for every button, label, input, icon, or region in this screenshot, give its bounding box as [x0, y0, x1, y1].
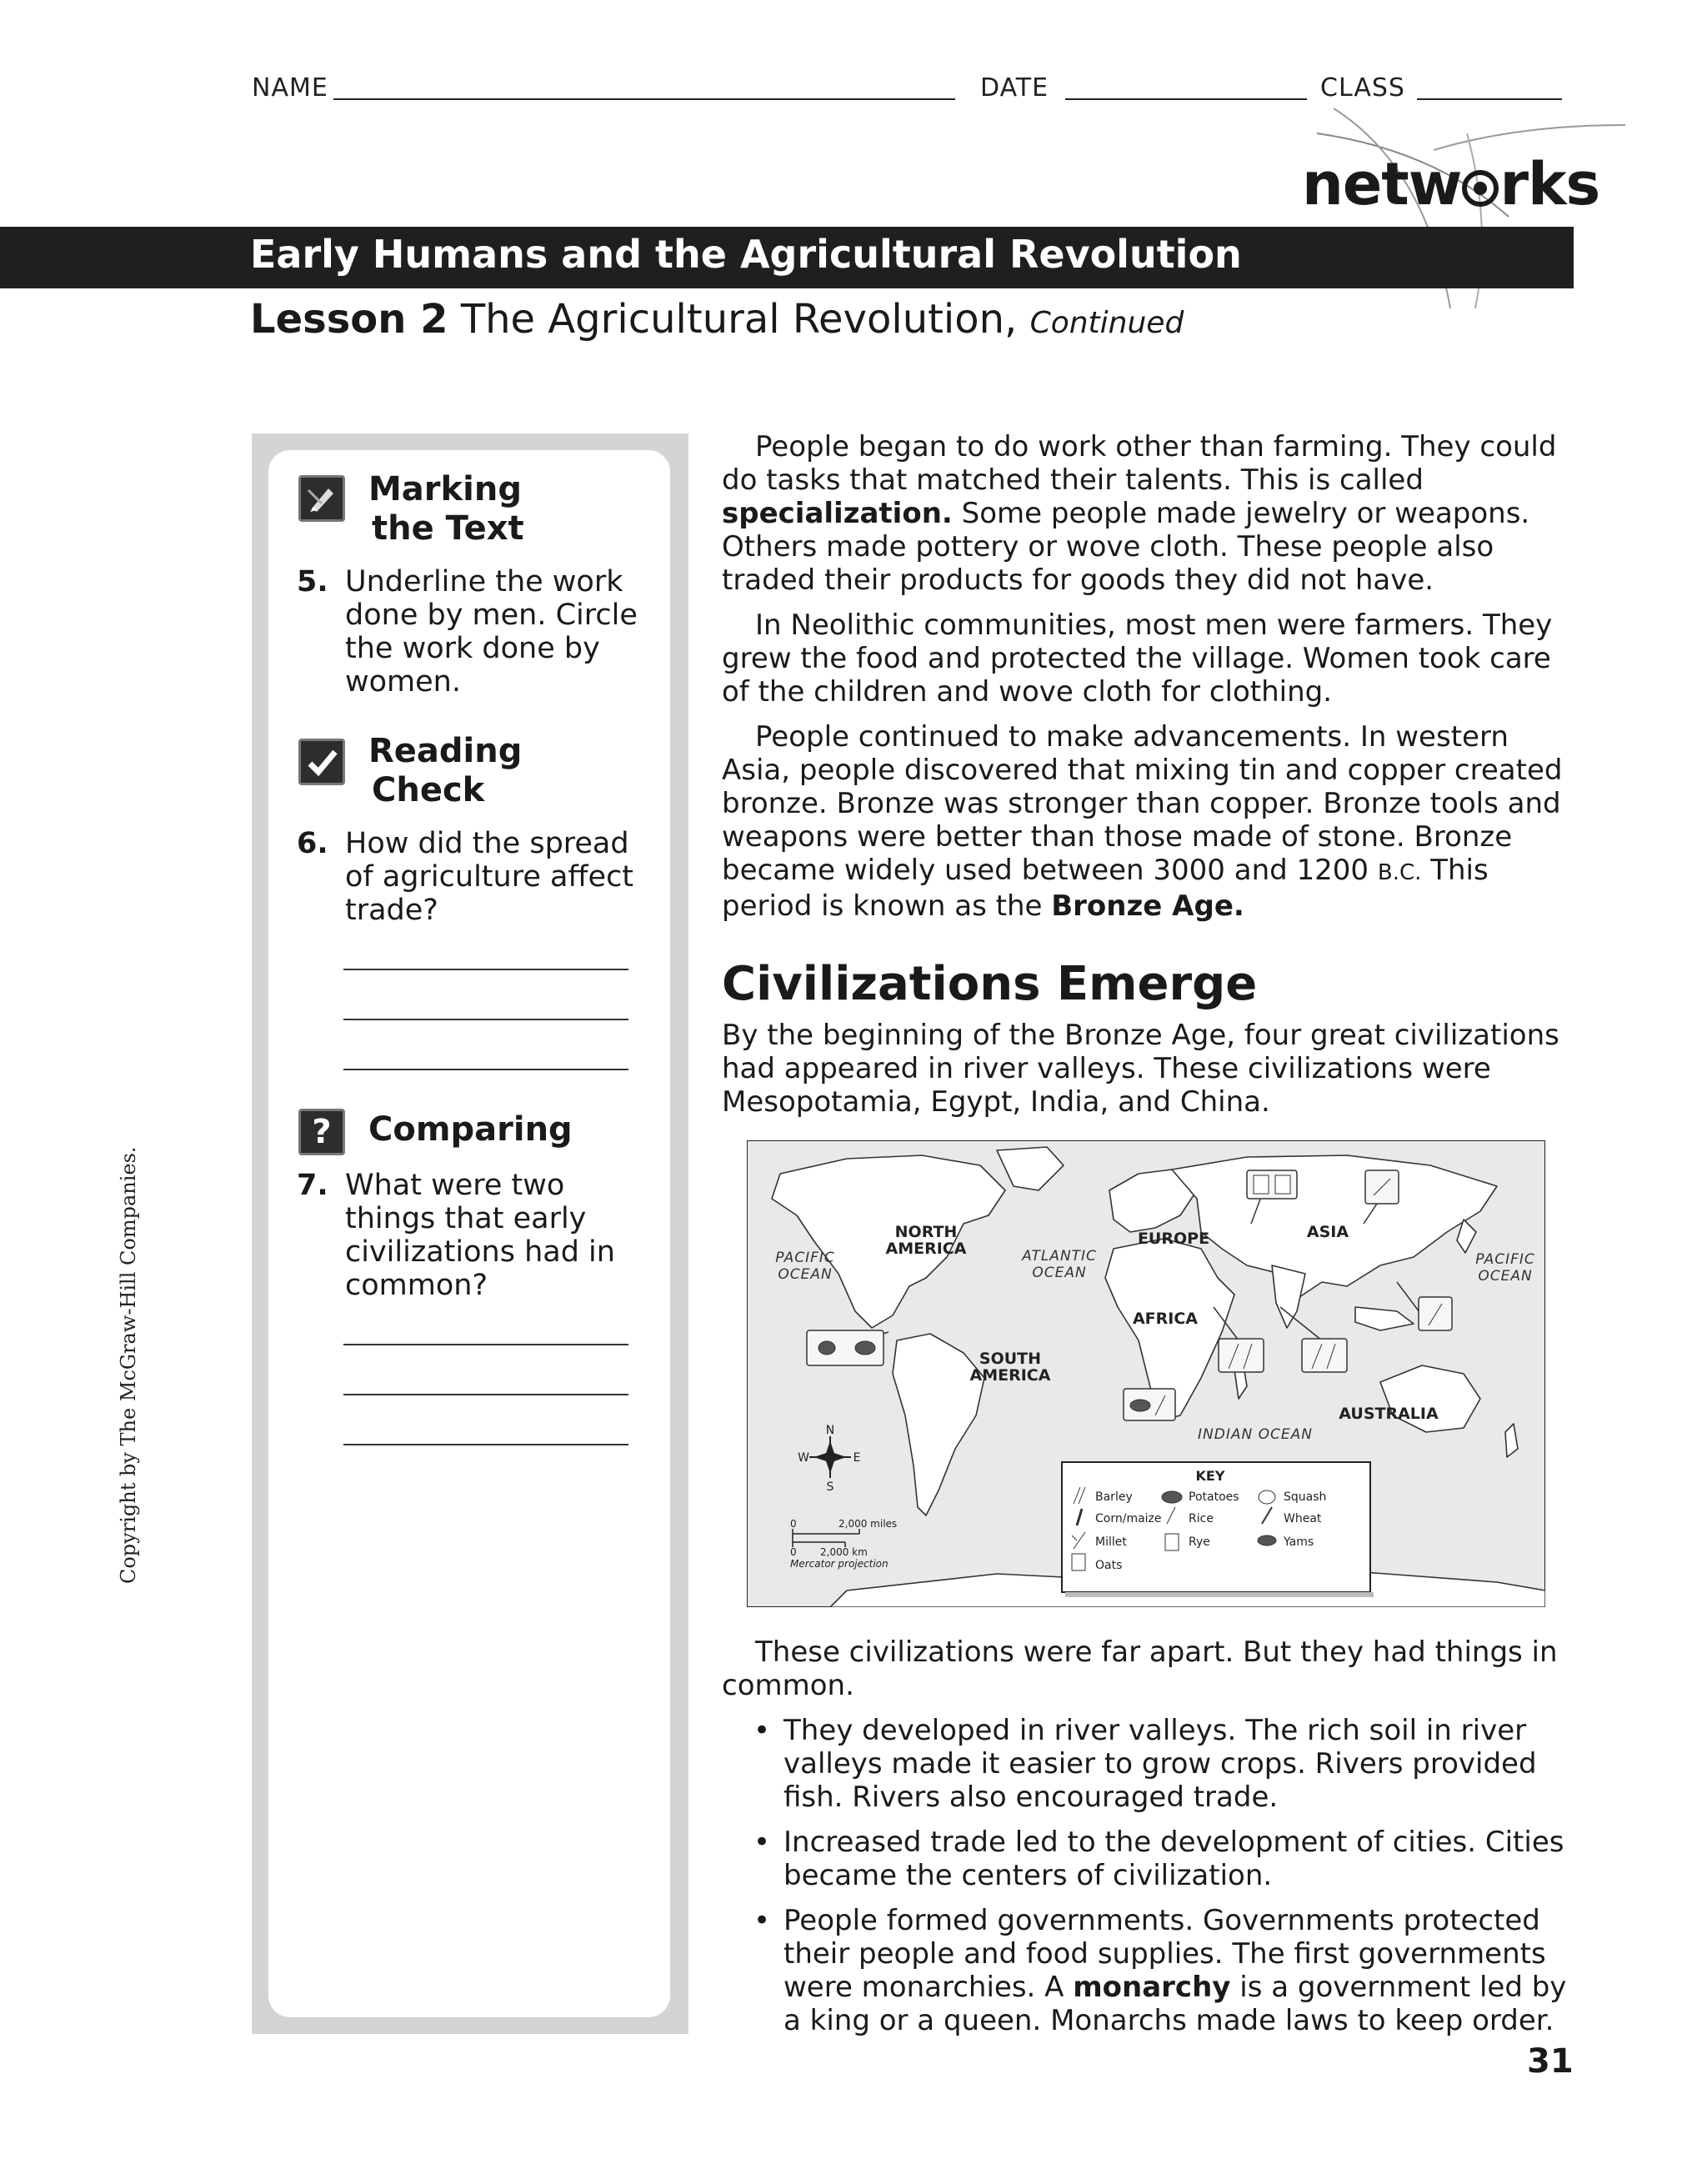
compass-w: W: [798, 1451, 809, 1465]
key-squash-icon: [1259, 1490, 1275, 1504]
key-rice: Rice: [1189, 1512, 1214, 1525]
comparing-heading: Comparing: [368, 1110, 573, 1149]
key-barley: Barley: [1095, 1490, 1133, 1504]
label-south-america-2: AMERICA: [969, 1366, 1051, 1385]
callout-china-rice: [1419, 1297, 1452, 1330]
compass-n: N: [825, 1424, 835, 1437]
lesson-heading: [250, 296, 1184, 343]
paragraph-bronze: [722, 720, 1572, 923]
key-oats: Oats: [1095, 1559, 1123, 1572]
reading-check-heading: [368, 732, 522, 810]
compass-s: S: [826, 1480, 834, 1494]
lesson-number: Lesson 2: [250, 296, 448, 343]
label-asia: ASIA: [1306, 1223, 1349, 1241]
map-key: [1062, 1462, 1374, 1597]
paragraph-neolithic: [722, 609, 1572, 709]
answer-line-7-3[interactable]: [343, 1444, 628, 1445]
label-indian-ocean: INDIAN OCEAN: [1198, 1426, 1313, 1443]
answer-line-7-2[interactable]: [343, 1394, 628, 1395]
paragraph-common: [722, 1635, 1572, 1702]
date-field[interactable]: [1065, 98, 1307, 100]
question-5: [297, 565, 647, 699]
key-yams: Yams: [1284, 1535, 1314, 1549]
question-6: [297, 827, 647, 927]
p3-text-a: People continued to make advancements. In western Asia, people discovered that mixing tin and copper created bronze. Bronze was stronger than copper. Bronze tools and weapons were better than those made of stone. Bronze became widely used between 3000 and 1200: [722, 720, 1563, 887]
key-oats-icon: [1072, 1554, 1085, 1570]
logo-text-pre: netw: [1302, 150, 1462, 218]
key-rye-icon: [1165, 1534, 1179, 1550]
p3-text-b: This period is known as the: [722, 854, 1489, 923]
label-south-america-1: SOUTH: [979, 1350, 1042, 1368]
key-millet: Millet: [1095, 1535, 1127, 1549]
bc-abbrev: B.C.: [1377, 860, 1422, 885]
page-number: 31: [1527, 2042, 1574, 2081]
question-6-text: How did the spread of agriculture affect trade?: [345, 827, 634, 927]
name-field[interactable]: [333, 98, 955, 100]
lesson-title: The Agricultural Revolution,: [460, 296, 1018, 343]
chapter-title: Early Humans and the Agricultural Revolution: [250, 232, 1242, 277]
question-5-text: Underline the work done by men. Circle the work done by women.: [345, 565, 638, 699]
compass-e: E: [853, 1451, 861, 1465]
scale-zero-km: 0: [790, 1546, 797, 1558]
world-map: [747, 1140, 1545, 1607]
answer-line-6-2[interactable]: [343, 1019, 628, 1020]
p1-text-a: People began to do work other than farming. They could do tasks that matched their talents. This is called: [722, 430, 1557, 497]
question-mark-icon: ?: [298, 1109, 345, 1155]
question-5-number: 5.: [297, 565, 328, 599]
reading-heading-line1: Reading: [368, 732, 523, 770]
copyright-notice: Copyright by The McGraw-Hill Companies.: [117, 1146, 140, 1584]
callout-india-crops: [1302, 1339, 1347, 1372]
bullet3-text-a: People formed governments. Governments protected their people and food supplies. The first governments were monarchies. A: [783, 1904, 1546, 2004]
scale-miles: 2,000 miles: [838, 1518, 898, 1530]
lesson-continued: Continued: [1029, 306, 1184, 340]
scale-km: 2,000 km: [820, 1546, 868, 1558]
question-6-number: 6.: [297, 827, 328, 860]
oats-icon: [1254, 1175, 1269, 1194]
label-north-america-1: NORTH: [894, 1223, 958, 1241]
logo-text-post: rks: [1499, 150, 1600, 218]
reading-heading-line2: Check: [372, 771, 485, 809]
term-specialization: specialization.: [722, 497, 953, 530]
key-rye: Rye: [1189, 1535, 1210, 1549]
marking-heading-line1: Marking: [368, 470, 522, 508]
key-title: KEY: [1195, 1468, 1225, 1484]
label-pacific-west-2: OCEAN: [778, 1266, 833, 1283]
potato-icon: [855, 1341, 875, 1355]
label-pacific-west-1: PACIFIC: [775, 1250, 835, 1266]
paragraph-civilizations: By the beginning of the Bronze Age, four great civilizations had appeared in river valleys. These civilizations were Mesopotamia, Egypt, India, and China.: [722, 1019, 1559, 1119]
bullet-governments: • People formed governments. Governments protected their people and food supplies. The first governments were monarchies. A monarchy is a government led by a king or a queen. Monarchs made laws to keep order.: [753, 1904, 1567, 2037]
label-africa: AFRICA: [1132, 1310, 1199, 1328]
p1-text-b: Some people made jewelry or weapons. Others made pottery or wove cloth. These people also traded their products for goods they did not have.: [722, 497, 1530, 597]
scale-projection: Mercator projection: [790, 1558, 889, 1570]
key-squash: Squash: [1284, 1490, 1327, 1504]
bullet1-text: They developed in river valleys. The rich soil in river valleys made it easier to grow crops. Rivers provided fish. Rivers also encouraged trade.: [783, 1714, 1537, 1814]
marking-heading: [368, 470, 524, 549]
label-pacific-east-2: OCEAN: [1478, 1268, 1533, 1285]
p2-text: In Neolithic communities, most men were farmers. They grew the food and protected the village. Women took care of the children and wove cloth for clothing.: [722, 609, 1553, 709]
question-7-text: What were two things that early civilizations had in common?: [345, 1169, 615, 1302]
name-label: NAME: [252, 73, 328, 103]
p5-text: These civilizations were far apart. But they had things in common.: [722, 1635, 1558, 1702]
term-bronze-age: Bronze Age.: [1051, 889, 1244, 923]
label-atlantic-1: ATLANTIC: [1022, 1248, 1097, 1265]
question-7-number: 7.: [297, 1169, 328, 1202]
term-monarchy: monarchy: [1073, 1971, 1231, 2004]
callout-africa-crops: [1219, 1339, 1264, 1372]
label-australia: AUSTRALIA: [1339, 1405, 1439, 1423]
section-heading: Civilizations Emerge: [722, 957, 1258, 1011]
yams-icon: [1130, 1400, 1150, 1411]
key-wheat: Wheat: [1284, 1512, 1322, 1525]
bullet-trade-cities: • Increased trade led to the development of cities. Cities became the centers of civilization.: [753, 1826, 1579, 1892]
key-potatoes: Potatoes: [1189, 1490, 1239, 1504]
key-corn: Corn/maize: [1095, 1512, 1162, 1525]
answer-line-6-1[interactable]: [343, 969, 628, 970]
paragraph-specialization: [722, 430, 1572, 597]
squash-icon: [818, 1341, 835, 1355]
key-potatoes-icon: [1162, 1491, 1182, 1503]
marking-pen-icon: [298, 475, 345, 522]
bullet2-text: Increased trade led to the development of cities. Cities became the centers of civilization.: [783, 1826, 1564, 1892]
label-north-america-2: AMERICA: [885, 1240, 967, 1258]
marking-heading-line2: the Text: [372, 509, 524, 548]
label-pacific-east-1: PACIFIC: [1475, 1251, 1535, 1268]
question-7: [297, 1169, 647, 1302]
label-europe: EUROPE: [1137, 1230, 1210, 1248]
globe-icon: [1461, 169, 1499, 208]
bullet-river-valleys: • They developed in river valleys. The rich soil in river valleys made it easier to grow crops. Rivers provided fish. Rivers also encouraged trade.: [753, 1714, 1579, 1814]
key-yams-icon: [1258, 1535, 1276, 1545]
answer-line-6-3[interactable]: [343, 1069, 628, 1070]
checkmark-icon: [298, 739, 345, 785]
networks-logo: [1302, 150, 1599, 218]
class-label: CLASS: [1320, 73, 1405, 103]
bullet3-text-b: is a government led by a king or a queen. Monarchs made laws to keep order.: [783, 1971, 1567, 2037]
label-atlantic-2: OCEAN: [1032, 1265, 1087, 1281]
date-label: DATE: [980, 73, 1049, 103]
scale-zero-miles: 0: [790, 1518, 797, 1530]
answer-line-7-1[interactable]: [343, 1344, 628, 1345]
rye-icon: [1275, 1175, 1290, 1194]
